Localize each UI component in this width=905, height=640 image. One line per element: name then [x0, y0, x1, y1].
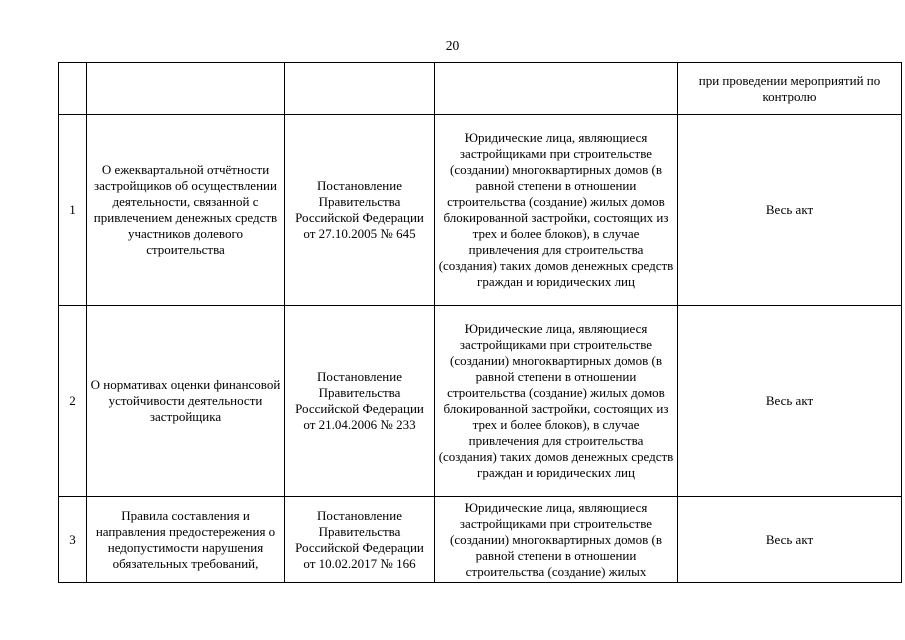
- act-scope: Весь акт: [678, 306, 902, 497]
- table-row: [59, 497, 902, 583]
- row-number: 1: [59, 115, 87, 306]
- act-subjects: Юридические лица, являющиеся застройщиками при строительстве (создании) многоквартирных домов (в равной степени в отношении строительства (создание) жилых домов блокированной застройки, состоящих из трех и более блоков), в случае привлечения для строительства (создания) таких домов денежных средств граждан и юридических лиц: [435, 115, 678, 306]
- continuation-act-cell: [285, 63, 435, 115]
- act-subjects: Юридические лица, являющиеся застройщиками при строительстве (создании) многоквартирных домов (в равной степени в отношении строительства (создание) жилых: [435, 497, 678, 583]
- act-reference: Постановление Правительства Российской Федерации от 27.10.2005 № 645: [285, 115, 435, 306]
- legal-acts-table: [58, 62, 902, 583]
- act-reference: Постановление Правительства Российской Федерации от 21.04.2006 № 233: [285, 306, 435, 497]
- act-scope: Весь акт: [678, 115, 902, 306]
- act-subjects: Юридические лица, являющиеся застройщиками при строительстве (создании) многоквартирных домов (в равной степени в отношении строительства (создание) жилых домов блокированной застройки, состоящих из трех и более блоков), в случае привлечения для строительства (создания) таких домов денежных средств граждан и юридических лиц: [435, 306, 678, 497]
- act-title: О нормативах оценки финансовой устойчивости деятельности застройщика: [87, 306, 285, 497]
- act-scope: Весь акт: [678, 497, 902, 583]
- continuation-num-cell: [59, 63, 87, 115]
- continuation-row: [59, 63, 902, 115]
- page-number: 20: [445, 38, 460, 53]
- continuation-scope-cell: при проведении мероприятий по контролю: [678, 63, 902, 115]
- row-number: 3: [59, 497, 87, 583]
- act-reference: Постановление Правительства Российской Федерации от 10.02.2017 № 166: [285, 497, 435, 583]
- row-number: 2: [59, 306, 87, 497]
- continuation-title-cell: [87, 63, 285, 115]
- continuation-subjects-cell: [435, 63, 678, 115]
- act-title: Правила составления и направления предостережения о недопустимости нарушения обязательных требований,: [87, 497, 285, 583]
- table-row: [59, 115, 902, 306]
- act-title: О ежеквартальной отчётности застройщиков об осуществлении деятельности, связанной с привлечением денежных средств участников долевого строительства: [87, 115, 285, 306]
- table-row: [59, 306, 902, 497]
